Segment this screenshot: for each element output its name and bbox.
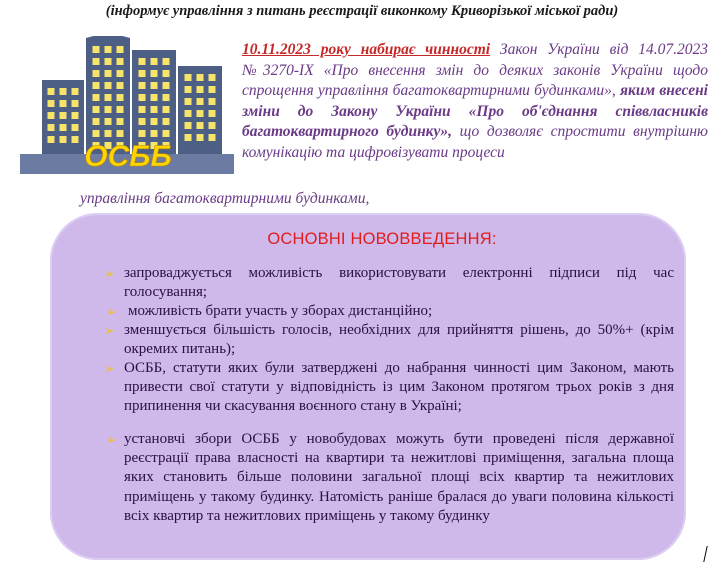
intro-last-line: управління багатоквартирними будинками,: [80, 190, 370, 207]
bullet-icon: ➢: [104, 267, 115, 282]
list-item: зменшується більшість голосів, необхідних для прийняття рішень, до 50%+ (крім окремих питань);: [124, 322, 674, 358]
intro-law-text: Закон України від 14.07.2023 №3270-IX «Про внесення змін до деяких законів України щодо спрощення управління багатоквартирними будинками»,: [242, 41, 708, 99]
intro-tail-text: що дозволяє спростити внутрішню комунікацію та цифровізувати процеси: [242, 123, 708, 161]
list-item: можливість брати участь у зборах дистанційно;: [128, 303, 433, 319]
list-item: установчі збори ОСББ у новобудовах можуть бути проведені після державної реєстрації права власності на квартири та нежитлові приміщення, загальна площа яких становить більше половини загальної площі всіх квартир та нежитлових приміщень у такому будинку. Натомість раніше бралася до уваги половина кількості всіх квартир та нежитлових приміщень у такому будинку: [124, 431, 674, 524]
bullet-icon: ➢: [106, 305, 117, 320]
logo-text: ОСББ: [84, 140, 172, 173]
panel-title: ОСНОВНІ НОВОВВЕДЕННЯ:: [267, 230, 497, 248]
bullet-icon: ➢: [104, 362, 115, 377]
intro-date-phrase: 10.11.2023 року набирає чинності: [242, 41, 491, 58]
bullet-icon: ➢: [104, 324, 115, 339]
header-subtitle: (інформує управління з питань реєстрації виконкому Криворізької міської ради): [105, 3, 619, 19]
list-item: запроваджується можливість використовувати електронні підписи під час голосування;: [124, 265, 674, 301]
list-item: ОСББ, статути яких були затверджені до набрання чинності цим Законом, мають привести свої статути у відповідність із цим Законом протягом трьох років з дня припинення чи скасування воєнного стану в Україні;: [124, 360, 674, 415]
intro-bold-text: яким внесені зміни до Закону України «Про об'єднання співвласників багатоквартирного будинку»,: [242, 82, 708, 140]
bullet-icon: ➢: [106, 433, 117, 448]
